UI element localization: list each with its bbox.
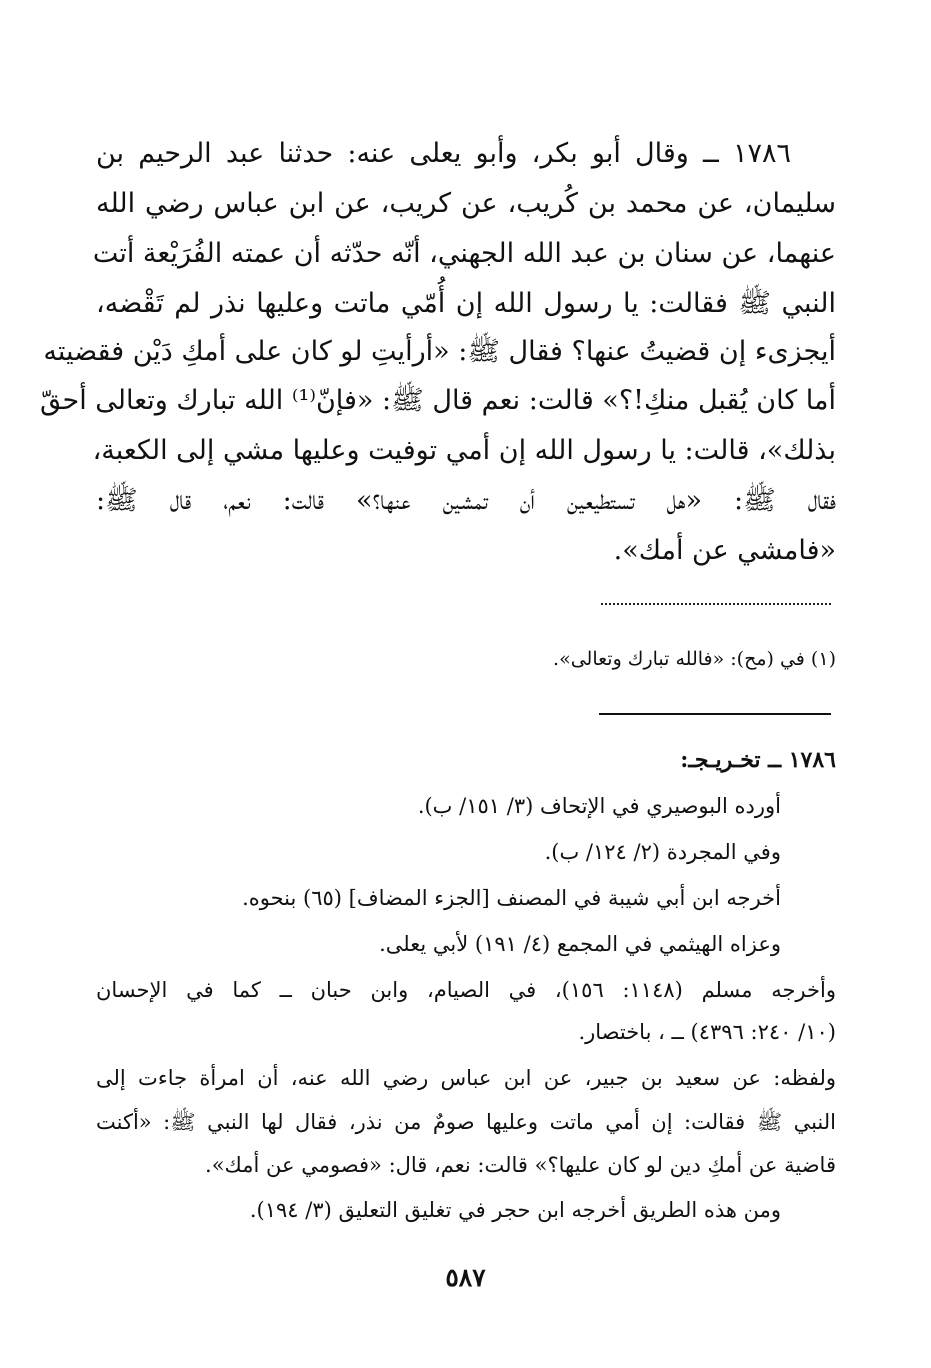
footnote-separator [601,603,831,605]
hadith-line: «فامشي عن أمك». [613,535,836,566]
takhrij-line: أورده البوصيري في الإتحاف (٣/ ١٥١/ ب). [417,794,781,818]
takhrij-line: وأخرجه مسلم (١١٤٨: ١٥٦)، في الصيام، وابن حبان ــ كما في الإحسان [96,978,836,1002]
takhrij-line: قاضية عن أمكِ دين لو كان عليها؟» قالت: نعم، قال: «فصومي عن أمك». [205,1153,836,1177]
page-number: ٥٨٧ [445,1263,486,1292]
takhrij-line: ومن هذه الطريق أخرجه ابن حجر في تغليق التعليق (٣/ ١٩٤). [249,1198,781,1222]
hadith-line: فقال ﷺ: «هل تستطيعين أن تمشين عنها؟» قالت: نعم، قال ﷺ: [96,485,836,516]
takhrij-line: وعزاه الهيثمي في المجمع (٤/ ١٩١) لأبي يعلى. [379,932,781,956]
section-rule [599,713,831,715]
hadith-line: أيجزىء إن قضيتُ عنها؟ فقال ﷺ: «أرأيتِ لو كان على أمكِ دَيْن فقضيته [43,336,836,367]
hadith-line: عنهما، عن سنان بن عبد الله الجهني، أنّه حدّثه أن عمته الفُرَيْعة أتت [92,238,836,269]
takhrij-line: وفي المجردة (٢/ ١٢٤/ ب). [544,840,781,864]
hadith-line: بذلك»، قالت: يا رسول الله إن أمي توفيت وعليها مشي إلى الكعبة، [92,435,836,466]
hadith-line: النبي ﷺ فقالت: يا رسول الله إن أُمّي ماتت وعليها نذر لم تَقْضه، [96,288,836,319]
takhrij-title: ١٧٨٦ ــ تخـريـجـ: [680,747,836,773]
takhrij-line: النبي ﷺ فقالت: إن أمي ماتت وعليها صومٌ من نذر، فقال لها النبي ﷺ: «أكنت [96,1110,836,1134]
hadith-line: سليمان، عن محمد بن كُريب، عن كريب، عن ابن عباس رضي الله [96,188,836,219]
takhrij-line: ولفظه: عن سعيد بن جبير، عن ابن عباس رضي الله عنه، أن امرأة جاءت إلى [96,1066,836,1090]
hadith-line: أما كان يُقبل منكِ!؟» قالت: نعم قال ﷺ: «فإنّ⁽¹⁾ الله تبارك وتعالى أحقّ [39,385,836,416]
takhrij-line: (١٠/ ٢٤٠: ٤٣٩٦) ــ ، باختصار. [578,1020,836,1044]
footnote: (١) في (مح): «فالله تبارك وتعالى». [553,648,836,670]
takhrij-line: أخرجه ابن أبي شيبة في المصنف [الجزء المضاف] (٦٥) بنحوه. [242,886,781,910]
hadith-line: ١٧٨٦ ــ وقال أبو بكر، وأبو يعلى عنه: حدثنا عبد الرحيم بن [96,138,791,169]
